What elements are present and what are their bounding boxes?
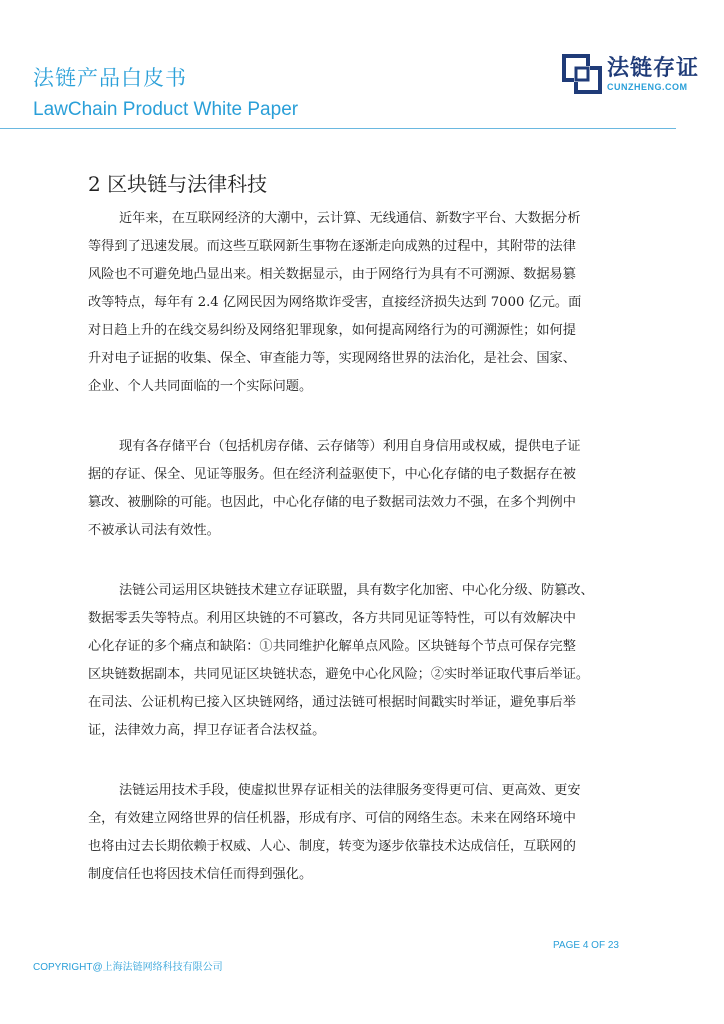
lawchain-logo-icon <box>562 54 602 94</box>
paragraph-line: 企业、个人共同面临的一个实际问题。 <box>88 379 313 394</box>
paragraph-line: 区块链数据副本，共同见证区块链状态，避免中心化风险；②实时举证取代事后举证。 <box>88 667 590 682</box>
header-title-en: LawChain Product White Paper <box>33 99 299 120</box>
paragraph-line: 数据零丢失等特点。利用区块链的不可篡改，各方共同见证等特性，可以有效解决中 <box>88 611 576 626</box>
paragraph-line: 全，有效建立网络世界的信任机器，形成有序、可信的网络生态。未来在网络环境中 <box>88 811 576 826</box>
paragraph-line: 制度信任也将因技术信任而得到强化。 <box>88 867 313 882</box>
body-content <box>88 205 648 921</box>
header-title-cn: 法链产品白皮书 <box>33 66 187 90</box>
paragraph-line: 法链运用技术手段，使虚拟世界存证相关的法律服务变得更可信、更高效、更安 <box>119 783 581 798</box>
header-divider <box>0 128 676 129</box>
paragraph-line: 也将由过去长期依赖于权威、人心、制度，转变为逐步依靠技术达成信任，互联网的 <box>88 839 576 854</box>
paragraph-line: 证，法律效力高，捍卫存证者合法权益。 <box>88 723 326 738</box>
paragraph-line: 现有各存储平台（包括机房存储、云存储等）利用自身信用或权威，提供电子证 <box>119 439 581 454</box>
page-number: PAGE 4 OF 23 <box>553 940 619 951</box>
paragraph-line: 升对电子证据的收集、保全、审查能力等，实现网络世界的法治化，是社会、国家、 <box>88 351 576 366</box>
paragraph-line: 法链公司运用区块链技术建立存证联盟，具有数字化加密、中心化分级、防篡改、 <box>119 583 594 598</box>
section-title: 2 区块链与法律科技 <box>88 172 268 196</box>
brand-logo[interactable] <box>562 54 699 94</box>
paragraph-line: 近年来，在互联网经济的大潮中，云计算、无线通信、新数字平台、大数据分析 <box>119 211 581 226</box>
paragraph-line: 据的存证、保全、见证等服务。但在经济利益驱使下，中心化存储的电子数据存在被 <box>88 467 576 482</box>
paragraph-line: 等得到了迅速发展。而这些互联网新生事物在逐渐走向成熟的过程中，其附带的法律 <box>88 239 576 254</box>
paragraph-line: 对日趋上升的在线交易纠纷及网络犯罪现象，如何提高网络行为的可溯源性；如何提 <box>88 323 576 338</box>
copyright: COPYRIGHT@上海法链网络科技有限公司 <box>33 962 223 973</box>
paragraph <box>88 777 648 889</box>
logo-domain: CUNZHENG.COM <box>607 82 688 92</box>
logo-name: 法链存证 <box>607 56 700 81</box>
paragraph-line: 在司法、公证机构已接入区块链网络，通过法链可根据时间戳实时举证，避免事后举 <box>88 695 576 710</box>
paragraph <box>88 205 648 401</box>
paragraph-line: 不被承认司法有效性。 <box>88 523 220 538</box>
paragraph <box>88 577 648 745</box>
paragraph-line: 心化存证的多个痛点和缺陷：①共同维护化解单点风险。区块链每个节点可保存完整 <box>88 639 576 654</box>
paragraph-line: 篡改、被删除的可能。也因此，中心化存储的电子数据司法效力不强，在多个判例中 <box>88 495 576 510</box>
paragraph-line: 改等特点，每年有 2.4 亿网民因为网络欺诈受害，直接经济损失达到 7000 亿元。面 <box>88 295 582 310</box>
paragraph <box>88 433 648 545</box>
paragraph-line: 风险也不可避免地凸显出来。相关数据显示，由于网络行为具有不可溯源、数据易篡 <box>88 267 576 282</box>
